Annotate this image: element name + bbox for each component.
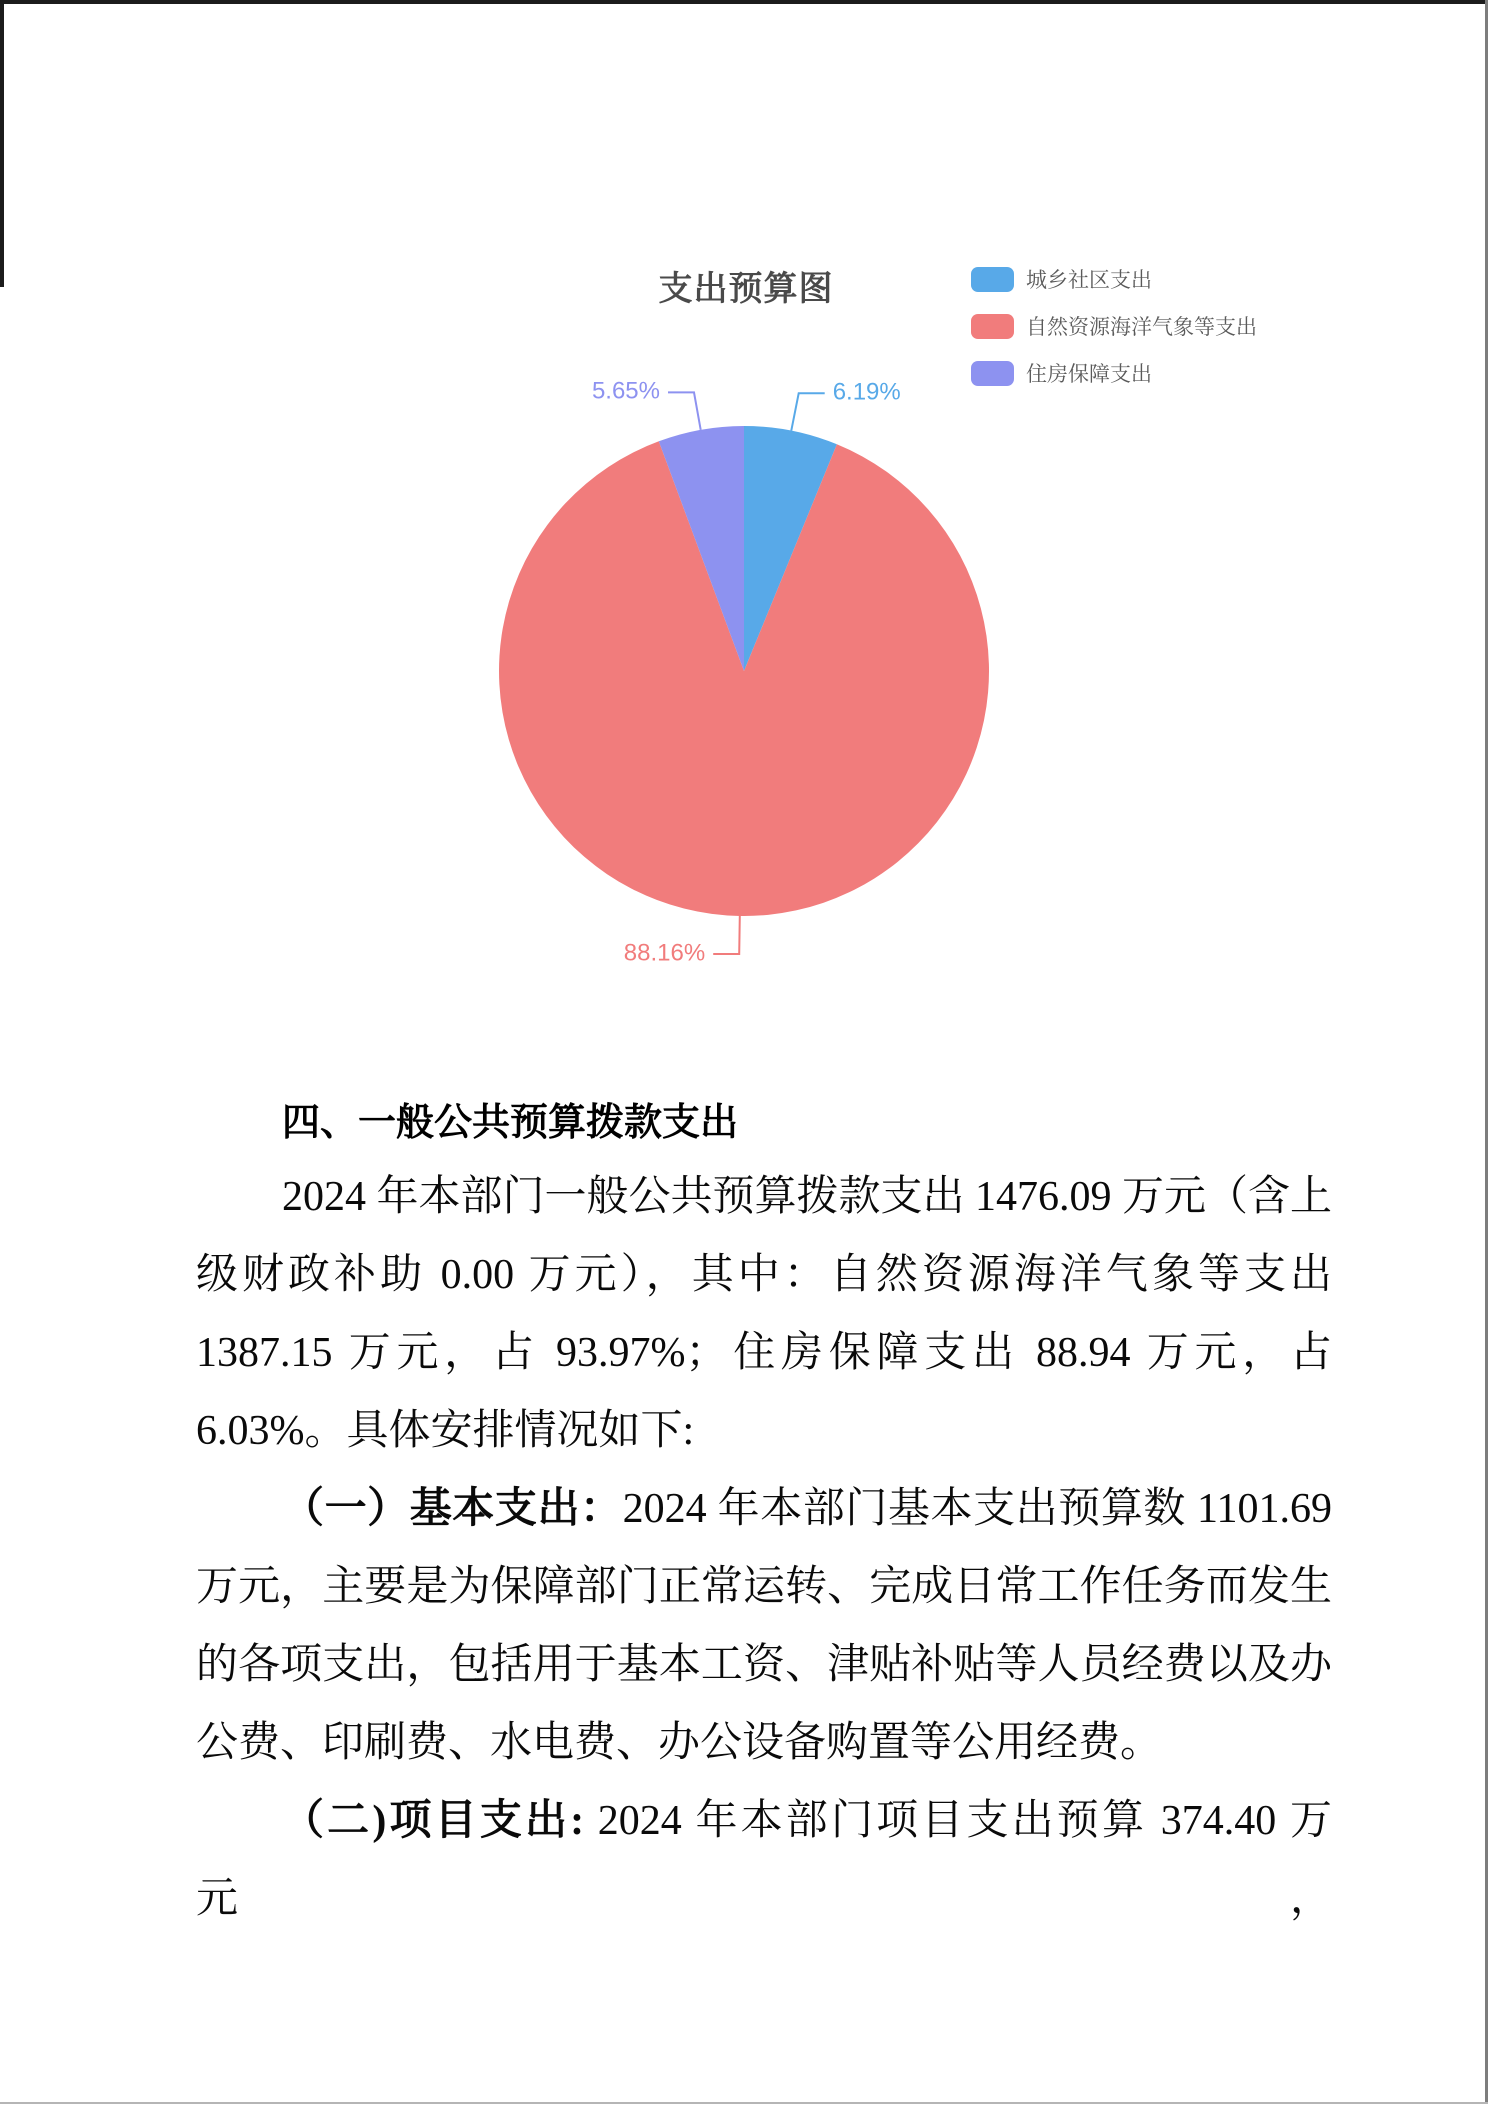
pie-label-0: 6.19% xyxy=(832,378,901,406)
legend-item-urban-rural-community[interactable] xyxy=(971,264,1257,294)
pie-label-line-2 xyxy=(668,392,701,429)
section-heading: 四、一般公共预算拨款支出 xyxy=(282,1102,739,1144)
text-line: 公费、印刷费、水电费、办公设备购置等公用经费。 xyxy=(196,1720,1163,1766)
legend-swatch-icon xyxy=(971,361,1014,386)
text-line: 2024 年本部门一般公共预算拨款支出 1476.09 万元（含上 xyxy=(282,1174,1333,1220)
text-line: 万元，主要是为保障部门正常运转、完成日常工作任务而发生 xyxy=(196,1564,1332,1610)
chart-title: 支出预算图 xyxy=(658,270,834,308)
pie-label-line-1 xyxy=(713,916,740,954)
chart-legend xyxy=(971,264,1257,388)
text-line: 的各项支出，包括用于基本工资、津贴补贴等人员经费以及办 xyxy=(196,1642,1332,1688)
text-line: 6.03%。具体安排情况如下: xyxy=(196,1408,695,1454)
pie-label-line-0 xyxy=(791,393,824,430)
pie-label-1: 88.16% xyxy=(623,939,706,967)
text-line: （一）基本支出：2024 年本部门基本支出预算数 1101.69 xyxy=(282,1486,1332,1532)
body-text xyxy=(196,1158,1333,1922)
legend-label: 城乡社区支出 xyxy=(1026,269,1152,292)
legend-label: 自然资源海洋气象等支出 xyxy=(1026,316,1257,339)
text-line: 级财政补助 0.00 万元），其中：自然资源海洋气象等支出 xyxy=(196,1252,1332,1298)
text-line: 1387.15 万元，占 93.97%；住房保障支出 88.94 万元，占 xyxy=(196,1330,1332,1376)
legend-swatch-icon xyxy=(971,314,1014,339)
legend-item-housing-security[interactable] xyxy=(971,358,1257,388)
pie-label-2: 5.65% xyxy=(591,377,660,405)
text-line: （二)项目支出: 2024 年本部门项目支出预算 374.40 万元， xyxy=(196,1798,1332,1922)
legend-item-natural-resources[interactable] xyxy=(971,311,1257,341)
legend-swatch-icon xyxy=(971,267,1014,292)
legend-label: 住房保障支出 xyxy=(1026,363,1152,386)
